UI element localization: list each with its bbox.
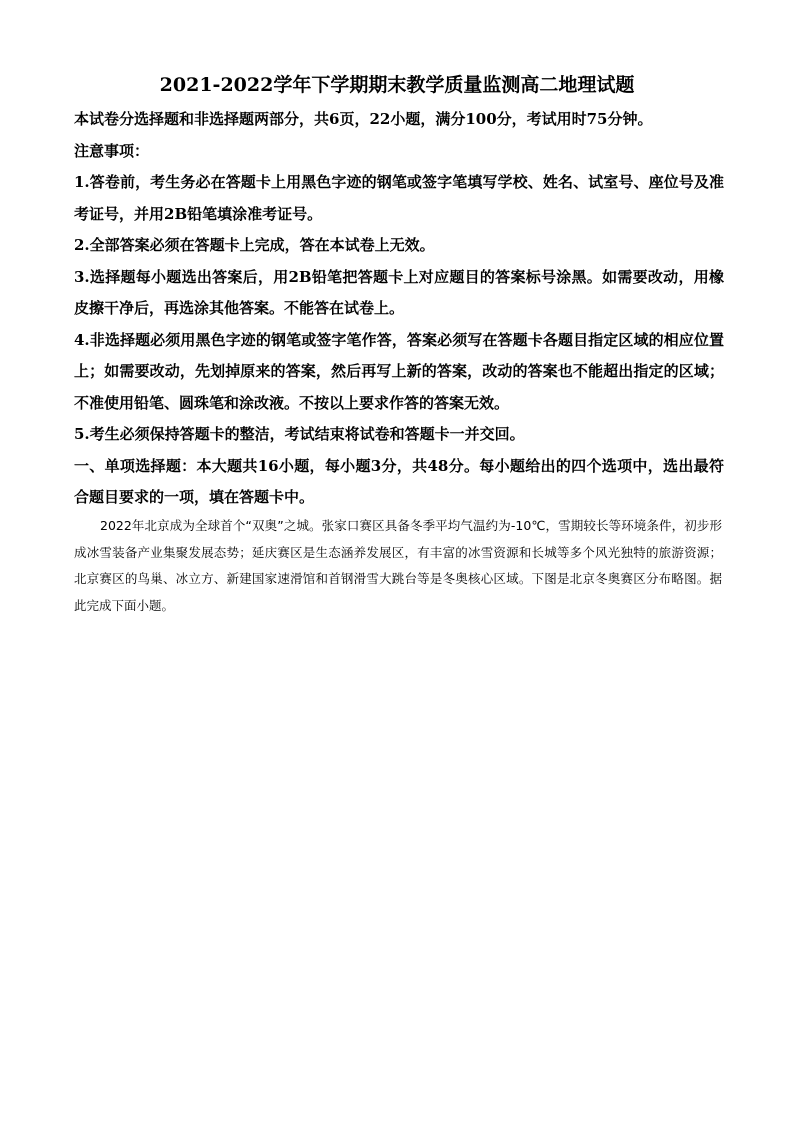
exam-intro: 本试卷分选择题和非选择题两部分，共6页，22小题，满分100分，考试用时75分钟。 (74, 110, 653, 128)
notice-item-1: 1.答卷前，考生务必在答题卡上用黑色字迹的钢笔或签字笔填写学校、姓名、试室号、座位号及准考证号，并用2B铅笔填涂准考证号。 (74, 173, 724, 223)
exam-title: 2021-2022学年下学期期末教学质量监测高二地理试题 (159, 74, 635, 96)
notice-item-5: 5.考生必须保持答题卡的整洁，考试结束将试卷和答题卡一并交回。 (74, 425, 525, 443)
question-passage: 2022年北京成为全球首个“双奥”之城。张家口赛区具备冬季平均气温约为-10℃，雪期较长等环境条件，初步形成冰雪装备产业集聚发展态势；延庆赛区是生态涵养发展区，有丰富的冰雪资源和长城等多个风光独特的旅游资源；北京赛区的鸟巢、冰立方、新建国家速滑馆和首钢滑雪大跳台等是冬奥核心区域。下图是北京冬奥赛区分布略图。据此完成下面小题。 (74, 518, 722, 613)
exam-instructions (74, 104, 724, 514)
notice-item-2: 2.全部答案必须在答题卡上完成，答在本试卷上无效。 (74, 236, 435, 254)
section-heading: 一、单项选择题：本大题共16小题，每小题3分，共48分。每小题给出的四个选项中，选出最符合题目要求的一项，填在答题卡中。 (74, 456, 724, 506)
notice-item-3: 3.选择题每小题选出答案后，用2B铅笔把答题卡上对应题目的答案标号涂黑。如需要改动，用橡皮擦干净后，再选涂其他答案。不能答在试卷上。 (74, 267, 724, 317)
notice-item-4: 4.非选择题必须用黑色字迹的钢笔或签字笔作答，答案必须写在答题卡各题目指定区域的相应位置上；如需要改动，先划掉原来的答案，然后再写上新的答案，改动的答案也不能超出指定的区域；不准使用铅笔、圆珠笔和涂改液。不按以上要求作答的答案无效。 (74, 330, 724, 412)
notice-heading: 注意事项： (74, 141, 150, 160)
